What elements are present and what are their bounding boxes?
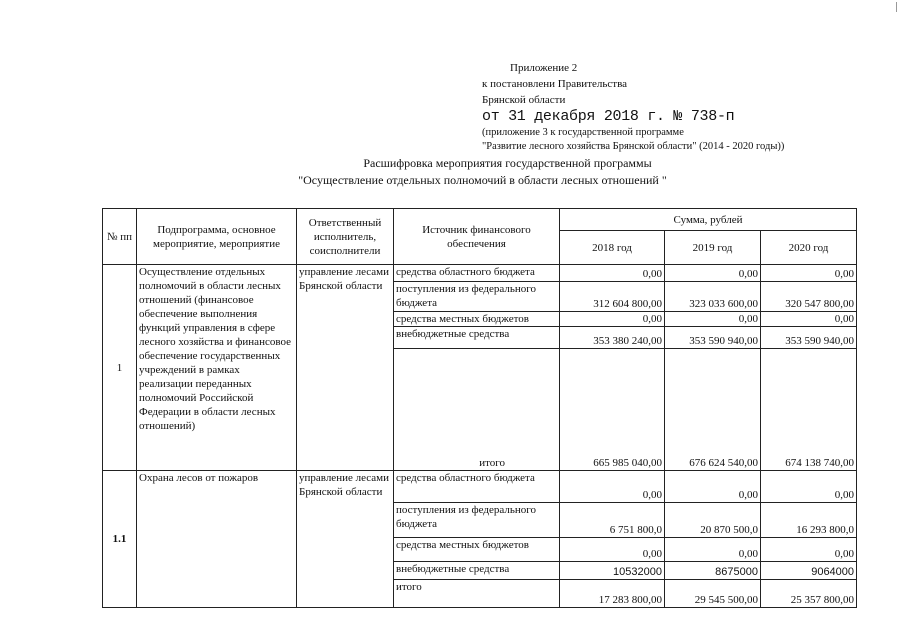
header-program: Подпрограмма, основное мероприятие, мероприятие [137,209,297,265]
total-value: 25 357 800,00 [761,580,857,608]
header-executor: Ответственный исполнитель, соисполнители [297,209,394,265]
executor-cell: управление лесами Брянской области [297,471,394,608]
value-cell: 0,00 [761,312,857,327]
source-cell: средства местных бюджетов [394,312,560,327]
source-cell: поступления из федерального бюджета [394,282,560,312]
value-cell: 353 590 940,00 [761,327,857,349]
row-number: 1.1 [103,471,137,608]
program-cell: Осуществление отдельных полномочий в области лесных отношений (финансовое обеспечение выполнения функций управления в сфере лесного хозяйства и финансовое обеспечение государственных учреждений в рамках реализации переданных полномочий Российской Федерации в области лесных отношений) [137,265,297,471]
program-cell: Охрана лесов от пожаров [137,471,297,608]
appendix-note-1: (приложение 3 к государственной программе [482,127,684,138]
value-cell: 320 547 800,00 [761,282,857,312]
table-row [103,471,857,503]
title-line-2: "Осуществление отдельных полномочий в области лесных отношений " [298,173,667,187]
header-source: Источник финансового обеспечения [394,209,560,265]
value-cell: 0,00 [560,312,665,327]
value-cell: 0,00 [665,265,761,282]
value-cell: 6 751 800,0 [560,503,665,538]
value-cell: 0,00 [560,471,665,503]
total-value: 676 624 540,00 [665,349,761,471]
value-cell: 353 590 940,00 [665,327,761,349]
financing-table [102,208,857,608]
resolution-line: к постановлени Правительства [482,78,628,90]
source-cell: внебюджетные средства [394,327,560,349]
source-cell: внебюджетные средства [394,562,560,580]
region-line: Брянской области [482,94,566,106]
source-cell: средства местных бюджетов [394,538,560,562]
document-title [0,155,905,189]
value-cell: 8675000 [665,562,761,580]
value-cell: 0,00 [761,471,857,503]
value-cell: 0,00 [665,538,761,562]
value-cell: 0,00 [665,312,761,327]
header-num: № пп [103,209,137,265]
value-cell: 353 380 240,00 [560,327,665,349]
total-value: 665 985 040,00 [560,349,665,471]
value-cell: 9064000 [761,562,857,580]
scan-mark [896,2,897,12]
header-year-2019: 2019 год [665,231,761,265]
source-cell: поступления из федерального бюджета [394,503,560,538]
value-cell: 20 870 500,0 [665,503,761,538]
value-cell: 323 033 600,00 [665,282,761,312]
header-year-2020: 2020 год [761,231,857,265]
date-number-line: от 31 декабря 2018 г. № 738-п [482,108,735,125]
value-cell: 0,00 [560,538,665,562]
total-value: 29 545 500,00 [665,580,761,608]
row-number: 1 [103,265,137,471]
value-cell: 0,00 [761,265,857,282]
total-label: итого [394,580,560,608]
value-cell: 312 604 800,00 [560,282,665,312]
table-row [103,265,857,282]
header-sum: Сумма, рублей [560,209,857,231]
header-year-2018: 2018 год [560,231,665,265]
value-cell: 0,00 [761,538,857,562]
source-cell: средства областного бюджета [394,265,560,282]
value-cell: 10532000 [560,562,665,580]
appendix-note-2: "Развитие лесного хозяйства Брянской области" (2014 - 2020 годы)) [482,141,785,152]
value-cell: 16 293 800,0 [761,503,857,538]
executor-cell: управление лесами Брянской области [297,265,394,471]
total-label: итого [394,349,560,471]
title-line-1: Расшифровка мероприятия государственной программы [363,156,652,170]
source-cell: средства областного бюджета [394,471,560,503]
total-value: 674 138 740,00 [761,349,857,471]
value-cell: 0,00 [665,471,761,503]
value-cell: 0,00 [560,265,665,282]
document-header [482,60,784,154]
appendix-label: Приложение 2 [510,62,578,74]
total-value: 17 283 800,00 [560,580,665,608]
